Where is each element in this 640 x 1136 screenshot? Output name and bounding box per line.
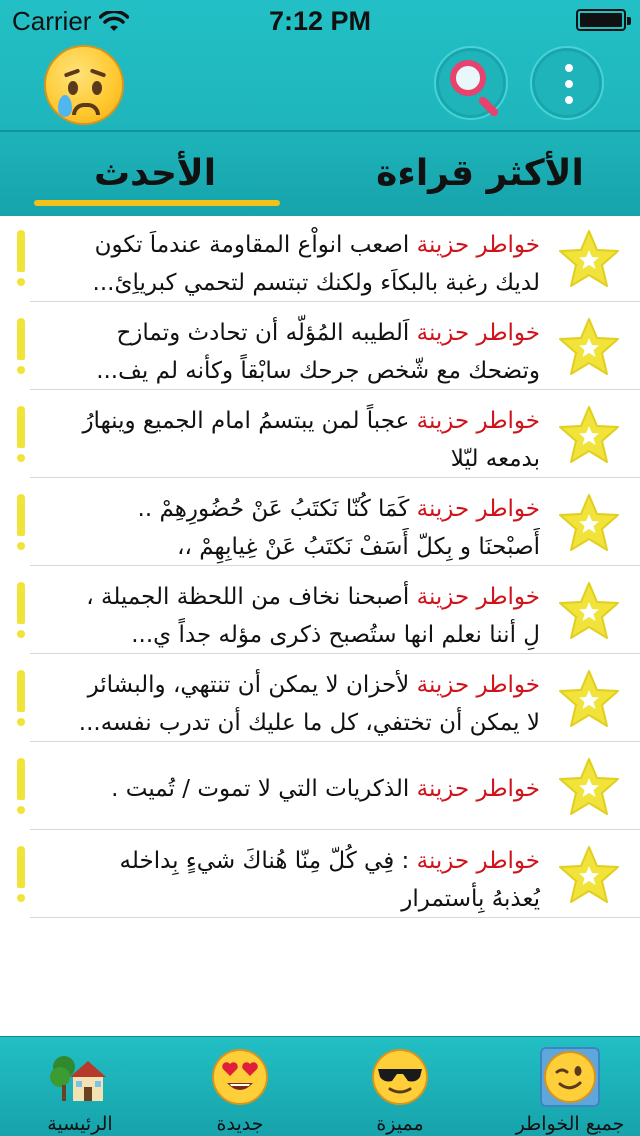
exclamation-dot [17, 806, 25, 814]
report-exclamation-icon[interactable] [15, 494, 27, 554]
segmented-tabs [0, 130, 640, 216]
post-line-1-text: عجباً لمن يبتسمُ امام الجميع وينهارُ [82, 408, 410, 434]
tabbar-item-home[interactable] [20, 1043, 140, 1136]
post-line-1 [40, 490, 540, 528]
post-line-1-text: : فِي كُلّ مِنّا هُناكَ شيءٍ بِداخله [119, 848, 410, 874]
post-line-2: لديك رغبة بالبكاَء ولكنك تبتسم لتحمي كبرياِئ... [92, 270, 540, 296]
exclamation-dot [17, 542, 25, 550]
exclamation-dot [17, 894, 25, 902]
post-text [40, 842, 540, 918]
post-category-tag: خواطر حزينة [416, 848, 540, 874]
post-category-tag: خواطر حزينة [416, 672, 540, 698]
face-brow-right [90, 68, 106, 77]
face-eye-right [92, 81, 102, 95]
post-line-1 [40, 578, 540, 616]
search-icon-handle [477, 95, 500, 118]
row-separator [30, 829, 640, 830]
post-line-1-text: اَلطيبه المُؤلّه أن تحادث وتمازح [116, 320, 410, 346]
search-icon [450, 60, 486, 96]
sunglasses-face-svg [370, 1047, 430, 1107]
row-separator [30, 653, 640, 654]
exclamation-dot [17, 278, 25, 286]
battery-icon [576, 9, 626, 31]
post-line-1 [40, 314, 540, 352]
report-exclamation-icon[interactable] [15, 758, 27, 818]
exclamation-dot [17, 718, 25, 726]
battery-fill [580, 13, 622, 27]
more-vertical-icon-dot [565, 80, 573, 88]
exclamation-bar [17, 582, 25, 624]
post-text [40, 770, 540, 808]
list-item[interactable] [0, 832, 640, 918]
post-category-tag: خواطر حزينة [416, 584, 540, 610]
posts-list[interactable] [0, 216, 640, 1036]
house-svg [50, 1047, 110, 1107]
more-vertical-icon [565, 64, 573, 72]
post-category-tag: خواطر حزينة [416, 776, 540, 802]
face-mouth [72, 103, 100, 115]
favorite-star-icon[interactable] [556, 756, 622, 818]
list-item[interactable] [0, 744, 640, 830]
row-separator [30, 741, 640, 742]
post-category-tag: خواطر حزينة [416, 320, 540, 346]
post-line-1-text: اصعب انواْع المقاومة عندماَ تكون [94, 232, 410, 258]
report-exclamation-icon[interactable] [15, 582, 27, 642]
post-line-2: يُعذبهُ بِأستمرار [401, 886, 540, 912]
list-item[interactable] [0, 304, 640, 390]
post-text [40, 578, 540, 654]
bottom-tab-bar [0, 1036, 640, 1136]
exclamation-bar [17, 758, 25, 800]
favorite-star-icon[interactable] [556, 404, 622, 466]
exclamation-bar [17, 494, 25, 536]
post-line-2: أَصبْحنَا و بِكلّ أَسَفْ نَكتَبُ عَنْ غِيابِهِمْ ،، [177, 534, 540, 560]
exclamation-bar [17, 230, 25, 272]
post-line-1 [40, 666, 540, 704]
favorite-star-icon[interactable] [556, 228, 622, 290]
sunglasses-face-icon [370, 1047, 430, 1107]
exclamation-dot [17, 630, 25, 638]
tab-latest[interactable]: الأحدث [93, 152, 217, 194]
post-text [40, 226, 540, 302]
row-separator [30, 917, 640, 918]
row-separator [30, 477, 640, 478]
post-text [40, 490, 540, 566]
post-line-1-text: كَمَا كُنّا نَكتَبُ عَنْ حُضُورِهِمْ .. [137, 496, 410, 522]
list-item[interactable] [0, 656, 640, 742]
post-line-1 [40, 402, 540, 440]
carrier-label: Carrier [12, 6, 92, 36]
row-separator [30, 565, 640, 566]
more-menu-button[interactable] [530, 46, 604, 120]
exclamation-bar [17, 846, 25, 888]
exclamation-bar [17, 406, 25, 448]
face-eye-left [68, 81, 78, 95]
post-line-1 [40, 842, 540, 880]
tab-most-read[interactable]: الأكثر قراءة [376, 152, 584, 194]
crying-face-icon[interactable] [44, 45, 124, 125]
post-line-2: بدمعه ليّلا [450, 446, 540, 472]
list-item[interactable] [0, 568, 640, 654]
exclamation-bar [17, 318, 25, 360]
post-text [40, 314, 540, 390]
heart-eyes-face-svg [210, 1047, 270, 1107]
list-item[interactable] [0, 392, 640, 478]
report-exclamation-icon[interactable] [15, 846, 27, 906]
tear-icon [58, 95, 72, 117]
face-brow-left [64, 68, 80, 77]
post-line-2: لِ أننا نعلم انها ستُصبح ذكرى مؤله جداً ي... [131, 622, 540, 648]
favorite-star-icon[interactable] [556, 316, 622, 378]
report-exclamation-icon[interactable] [15, 230, 27, 290]
post-line-1-text: أصبحنا نخاف من اللحظة الجميلة ، [86, 584, 410, 610]
report-exclamation-icon[interactable] [15, 670, 27, 730]
favorite-star-icon[interactable] [556, 492, 622, 554]
tabbar-item-new[interactable] [180, 1043, 300, 1136]
report-exclamation-icon[interactable] [15, 318, 27, 378]
post-category-tag: خواطر حزينة [416, 408, 540, 434]
post-line-1-text: لأحزان لا يمكن أن تنتهي، والبشائر [87, 672, 410, 698]
battery-tip [627, 17, 631, 25]
post-line-1 [40, 226, 540, 264]
report-exclamation-icon[interactable] [15, 406, 27, 466]
row-separator [30, 389, 640, 390]
favorite-star-icon[interactable] [556, 580, 622, 642]
header [0, 0, 640, 216]
post-line-1 [40, 770, 540, 808]
list-item[interactable] [0, 480, 640, 566]
tabbar-item-all[interactable] [510, 1043, 630, 1136]
status-bar [0, 0, 640, 40]
post-text [40, 666, 540, 742]
post-text [40, 402, 540, 478]
post-line-2: وتضحك مع شّخص جرحك سابْقاً وكأنه لم يف... [96, 358, 540, 384]
heart-eyes-face-icon [210, 1047, 270, 1107]
tabbar-item-featured[interactable] [340, 1043, 460, 1136]
tabbar-label: جميع الخواطر [515, 1113, 625, 1135]
exclamation-dot [17, 454, 25, 462]
post-category-tag: خواطر حزينة [416, 232, 540, 258]
house-icon [50, 1047, 110, 1107]
post-line-1-text: الذكريات التي لا تموت / تُميت . [111, 776, 410, 802]
exclamation-dot [17, 366, 25, 374]
tabbar-label: مميزة [376, 1113, 424, 1135]
winking-face-icon [540, 1047, 600, 1107]
tabbar-label: جديدة [216, 1113, 264, 1135]
exclamation-bar [17, 670, 25, 712]
row-separator [30, 301, 640, 302]
tab-selected-indicator [34, 200, 280, 206]
favorite-star-icon[interactable] [556, 668, 622, 730]
nav-bar [0, 40, 640, 130]
winking-face-svg [540, 1047, 600, 1107]
list-item[interactable] [0, 216, 640, 302]
search-button[interactable] [434, 46, 508, 120]
clock: 7:12 PM [268, 6, 372, 36]
tabbar-label: الرئيسية [47, 1113, 113, 1135]
favorite-star-icon[interactable] [556, 844, 622, 906]
post-category-tag: خواطر حزينة [416, 496, 540, 522]
more-vertical-icon-dot [565, 96, 573, 104]
post-line-2: لا يمكن أن تختفي، كل ما عليك أن تدرب نفسه... [78, 710, 540, 736]
